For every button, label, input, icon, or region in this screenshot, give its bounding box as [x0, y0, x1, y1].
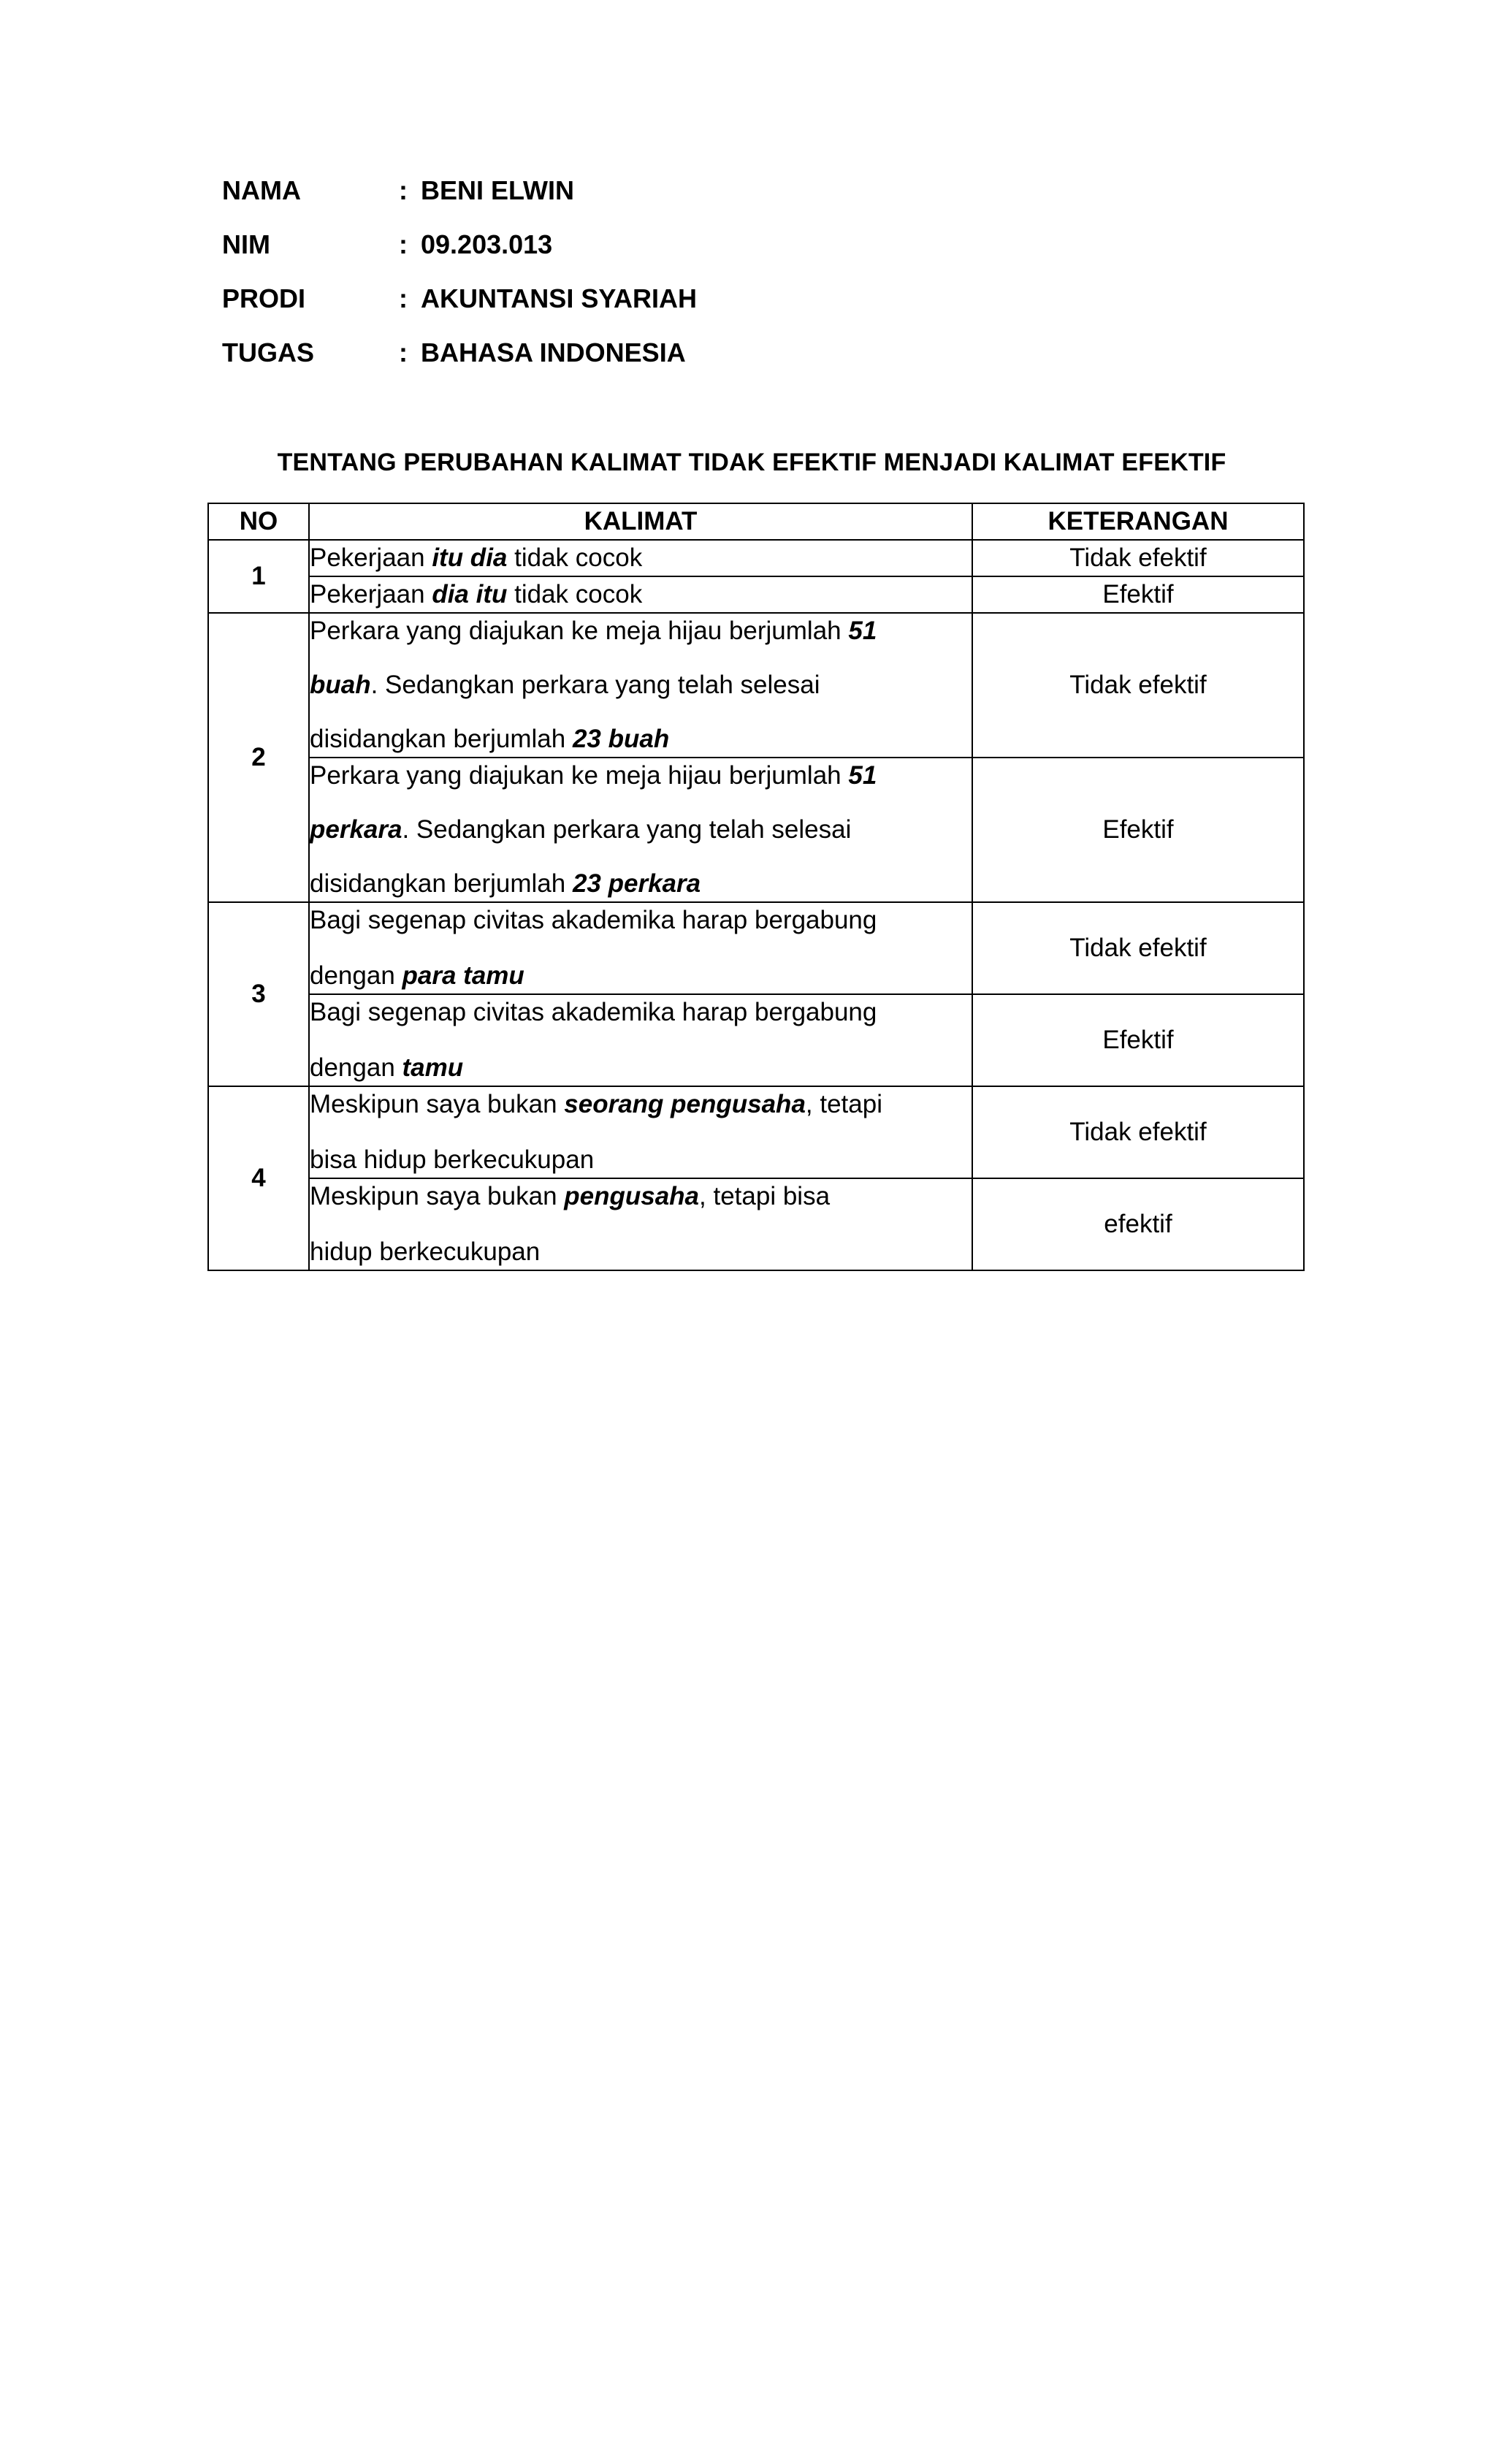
sentence-line [310, 577, 972, 612]
keterangan-cell: Efektif [972, 576, 1304, 613]
keterangan-cell: Tidak efektif [972, 540, 1304, 576]
student-info [222, 175, 1099, 392]
sentence-text: . Sedangkan perkara yang telah selesai [402, 815, 852, 844]
sentence-cell [309, 576, 972, 613]
sentence-cell [309, 1178, 972, 1270]
sentence-text: dengan [310, 1053, 402, 1082]
sentence-text: tidak cocok [507, 543, 643, 572]
row-number: 3 [208, 902, 309, 1086]
sentence-line [310, 758, 972, 812]
emphasized-words: pengusaha [564, 1182, 700, 1210]
sentence-line [310, 903, 972, 958]
field-value: AKUNTANSI SYARIAH [421, 283, 698, 313]
field-nama [222, 175, 1099, 229]
sentence-text: , tetapi bisa [699, 1182, 831, 1210]
field-value: 09.203.013 [421, 229, 553, 259]
field-nim [222, 229, 1099, 283]
field-value: BAHASA INDONESIA [421, 337, 686, 367]
sentence-text: Meskipun saya bukan [310, 1090, 565, 1118]
sentence-text: Bagi segenap civitas akademika harap bergabung [310, 906, 877, 934]
row-number: 2 [208, 613, 309, 902]
sentence-text: Pekerjaan [310, 543, 432, 572]
field-colon: : [399, 229, 408, 259]
sentence-text: Meskipun saya bukan [310, 1182, 565, 1210]
sentence-cell [309, 613, 972, 758]
field-prodi [222, 283, 1099, 337]
field-colon: : [399, 283, 408, 313]
table-row [208, 540, 1304, 576]
sentence-line [310, 995, 972, 1050]
column-header-keterangan: KETERANGAN [972, 503, 1304, 540]
keterangan-cell: Efektif [972, 994, 1304, 1086]
sentence-text: . Sedangkan perkara yang telah selesai [370, 671, 820, 699]
table-body [208, 540, 1304, 1270]
table-row [208, 1178, 1304, 1270]
sentence-line [310, 1179, 972, 1235]
sentence-cell [309, 540, 972, 576]
keterangan-cell: Tidak efektif [972, 613, 1304, 758]
emphasized-words: 23 buah [572, 725, 670, 753]
table-row [208, 613, 1304, 758]
emphasized-words: tamu [402, 1053, 464, 1082]
sentence-text: tidak cocok [507, 580, 643, 609]
sentence-line [310, 614, 972, 668]
sentence-line [310, 866, 972, 901]
sentence-text: Perkara yang diajukan ke meja hijau berjumlah [310, 617, 849, 645]
column-header-no: NO [208, 503, 309, 540]
emphasized-words: perkara [310, 815, 402, 844]
sentence-table [207, 503, 1305, 1271]
emphasized-words: buah [310, 671, 371, 699]
emphasized-words: seorang pengusaha [564, 1090, 806, 1118]
table-row [208, 758, 1304, 902]
table-row [208, 576, 1304, 613]
keterangan-cell: efektif [972, 1178, 1304, 1270]
sentence-cell [309, 1086, 972, 1178]
table-row [208, 994, 1304, 1086]
emphasized-words: dia itu [432, 580, 508, 609]
sentence-line [310, 1087, 972, 1143]
sentence-text: Perkara yang diajukan ke meja hijau berjumlah [310, 761, 849, 790]
field-colon: : [399, 175, 408, 205]
field-value: BENI ELWIN [421, 175, 575, 205]
sentence-line [310, 668, 972, 722]
keterangan-cell: Efektif [972, 758, 1304, 902]
row-number: 1 [208, 540, 309, 613]
sentence-cell [309, 994, 972, 1086]
sentence-text: disidangkan berjumlah [310, 869, 573, 898]
row-number: 4 [208, 1086, 309, 1270]
emphasized-words: 51 [848, 761, 877, 790]
sentence-line [310, 812, 972, 866]
keterangan-cell: Tidak efektif [972, 902, 1304, 994]
sentence-cell [309, 758, 972, 902]
keterangan-cell: Tidak efektif [972, 1086, 1304, 1178]
sentence-line [310, 1050, 972, 1086]
emphasized-words: 51 [848, 617, 877, 645]
table-header-row [208, 503, 1304, 540]
field-label: PRODI [222, 283, 306, 313]
field-colon: : [399, 337, 408, 367]
field-tugas [222, 337, 1099, 392]
sentence-text: Pekerjaan [310, 580, 432, 609]
column-header-kalimat: KALIMAT [309, 503, 972, 540]
sentence-text: Bagi segenap civitas akademika harap bergabung [310, 998, 877, 1026]
emphasized-words: 23 perkara [572, 869, 701, 898]
sentence-line [310, 1143, 972, 1178]
sentence-line [310, 1235, 972, 1270]
sentence-cell [309, 902, 972, 994]
emphasized-words: itu dia [432, 543, 508, 572]
table-row [208, 902, 1304, 994]
sentence-line [310, 722, 972, 757]
sentence-text: hidup berkecukupan [310, 1237, 541, 1266]
document-title: TENTANG PERUBAHAN KALIMAT TIDAK EFEKTIF MENJADI KALIMAT EFEKTIF [277, 449, 1226, 476]
field-label: TUGAS [222, 337, 314, 367]
emphasized-words: para tamu [402, 961, 524, 990]
field-label: NIM [222, 229, 270, 259]
sentence-text: , tetapi [805, 1090, 882, 1118]
sentence-text: bisa hidup berkecukupan [310, 1145, 595, 1174]
sentence-line [310, 958, 972, 993]
table-row [208, 1086, 1304, 1178]
field-label: NAMA [222, 175, 301, 205]
sentence-text: disidangkan berjumlah [310, 725, 573, 753]
sentence-line [310, 541, 972, 576]
sentence-text: dengan [310, 961, 402, 990]
